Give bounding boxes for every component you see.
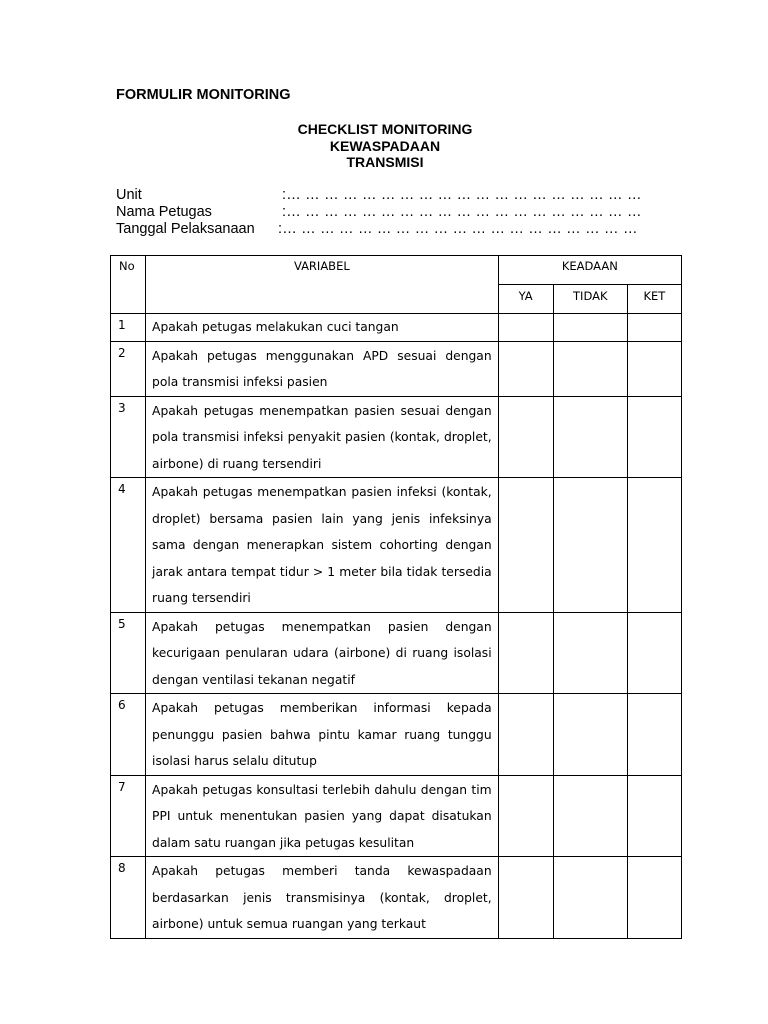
cell-tidak[interactable] (553, 612, 627, 694)
row-number: 6 (111, 694, 146, 776)
cell-ket[interactable] (627, 314, 681, 342)
cell-ya[interactable] (498, 612, 553, 694)
row-number: 7 (111, 775, 146, 857)
header-keadaan: KEADAAN (498, 256, 681, 285)
table-row (111, 775, 682, 857)
row-variable: Apakah petugas menggunakan APD sesuai dengan pola transmisi infeksi pasien (146, 341, 499, 396)
table-row (111, 396, 682, 478)
table-row (111, 341, 682, 396)
header-tidak: TIDAK (553, 285, 627, 314)
checklist-title-line-2: KEWASPADAAN (329, 137, 441, 154)
cell-ya[interactable] (498, 694, 553, 776)
row-variable: Apakah petugas melakukan cuci tangan (146, 314, 499, 342)
cell-ket[interactable] (627, 775, 681, 857)
cell-ya[interactable] (498, 314, 553, 342)
table-row (111, 857, 682, 939)
row-number: 2 (111, 341, 146, 396)
cell-ya[interactable] (498, 341, 553, 396)
cell-ket[interactable] (627, 857, 681, 939)
row-number: 4 (111, 478, 146, 613)
checklist-title (240, 121, 530, 171)
cell-ket[interactable] (627, 612, 681, 694)
table-header-row (111, 256, 682, 285)
row-variable: Apakah petugas menempatkan pasien dengan kecurigaan penularan udara (airbone) di ruang isolasi dengan ventilasi tekanan negatif (146, 612, 499, 694)
cell-ket[interactable] (627, 396, 681, 478)
row-number: 8 (111, 857, 146, 939)
cell-tidak[interactable] (553, 314, 627, 342)
field-label-nama-petugas: Nama Petugas (116, 204, 212, 220)
field-value-nama-petugas[interactable]: :… … … … … … … … … … … … … … … … … … … (282, 204, 642, 220)
cell-tidak[interactable] (553, 478, 627, 613)
row-variable: Apakah petugas memberikan informasi kepada penunggu pasien bahwa pintu kamar ruang tunggu isolasi harus selalu ditutup (146, 694, 499, 776)
table-row (111, 612, 682, 694)
cell-ya[interactable] (498, 775, 553, 857)
cell-tidak[interactable] (553, 396, 627, 478)
checklist-title-line-3: TRANSMISI (346, 154, 424, 170)
row-variable: Apakah petugas konsultasi terlebih dahulu dengan tim PPI untuk menentukan pasien yang dapat disatukan dalam satu ruangan jika petugas kesulitan (146, 775, 499, 857)
cell-tidak[interactable] (553, 341, 627, 396)
table-row (111, 478, 682, 613)
table-row (111, 694, 682, 776)
cell-tidak[interactable] (553, 775, 627, 857)
checklist-title-line-1: CHECKLIST MONITORING (297, 121, 473, 137)
cell-ket[interactable] (627, 341, 681, 396)
field-label-unit: Unit (116, 187, 142, 203)
cell-tidak[interactable] (553, 857, 627, 939)
cell-tidak[interactable] (553, 694, 627, 776)
table-row (111, 314, 682, 342)
field-value-unit[interactable]: :… … … … … … … … … … … … … … … … … … … (282, 187, 642, 203)
cell-ket[interactable] (627, 694, 681, 776)
row-variable: Apakah petugas menempatkan pasien infeksi (kontak, droplet) bersama pasien lain yang jenis infeksinya sama dengan menerapkan sistem cohorting dengan jarak antara tempat tidur > 1 meter bila tidak tersedia ruang tersendiri (146, 478, 499, 613)
row-number: 3 (111, 396, 146, 478)
header-ya: YA (498, 285, 553, 314)
row-number: 5 (111, 612, 146, 694)
header-no: No (111, 256, 146, 314)
row-number: 1 (111, 314, 146, 342)
cell-ya[interactable] (498, 396, 553, 478)
field-value-tanggal-pelaksanaan[interactable]: :… … … … … … … … … … … … … … … … … … … (278, 221, 638, 237)
cell-ket[interactable] (627, 478, 681, 613)
cell-ya[interactable] (498, 857, 553, 939)
row-variable: Apakah petugas menempatkan pasien sesuai dengan pola transmisi infeksi penyakit pasien (kontak, droplet, airbone) di ruang tersendiri (146, 396, 499, 478)
form-title: FORMULIR MONITORING (116, 87, 291, 103)
cell-ya[interactable] (498, 478, 553, 613)
field-label-tanggal-pelaksanaan: Tanggal Pelaksanaan (116, 221, 255, 237)
header-ket: KET (627, 285, 681, 314)
checklist-table (110, 255, 682, 939)
row-variable: Apakah petugas memberi tanda kewaspadaan berdasarkan jenis transmisinya (kontak, droplet, airbone) untuk semua ruangan yang terkaut (146, 857, 499, 939)
header-variabel: VARIABEL (146, 256, 499, 314)
